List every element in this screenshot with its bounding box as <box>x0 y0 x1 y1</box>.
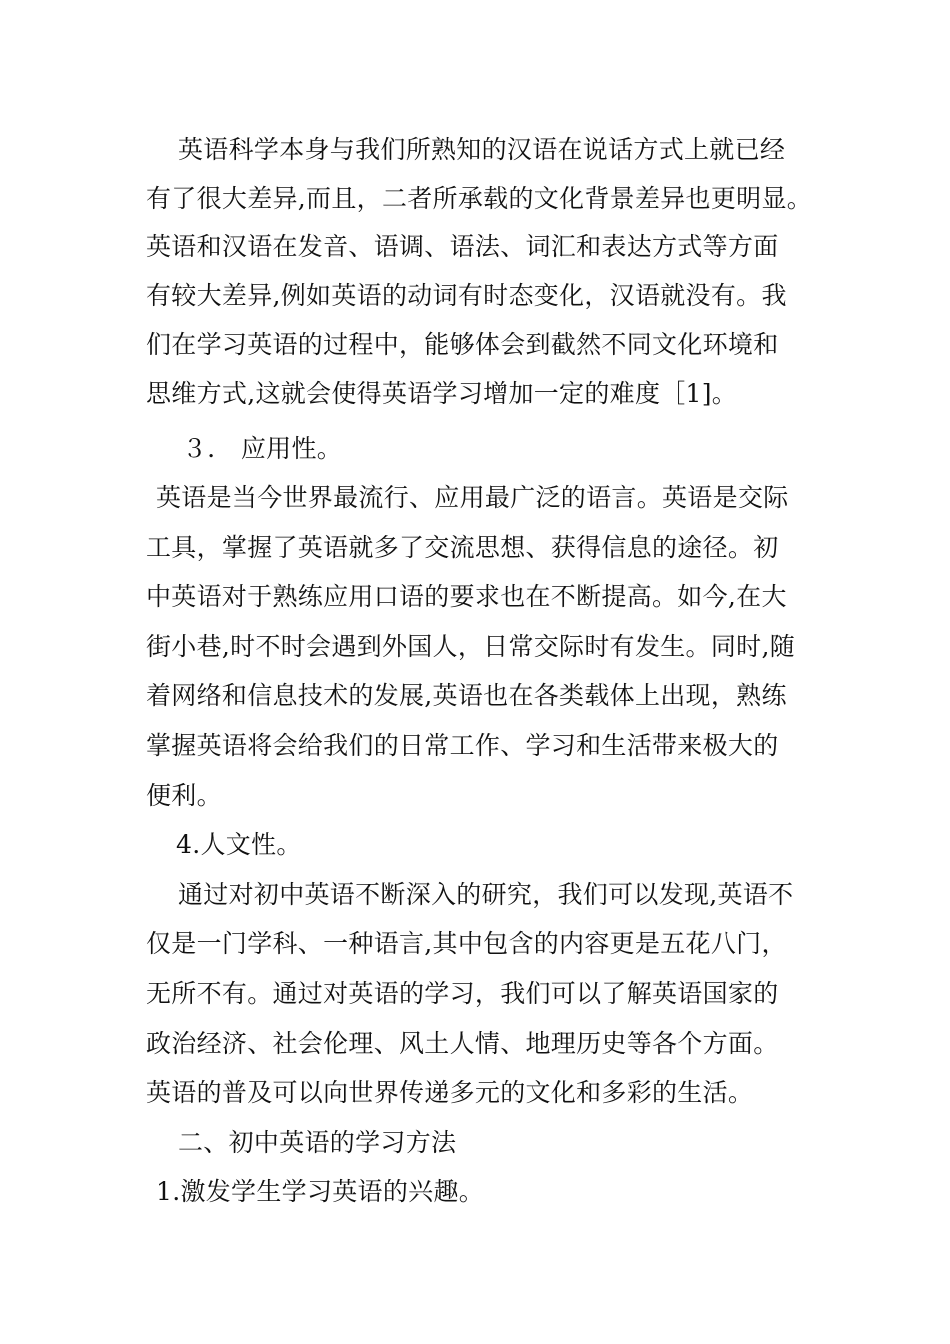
paragraph-line: 政治经济、社会伦理、风土人情、地理历史等各个方面。 <box>146 1029 779 1058</box>
paragraph-line: 便利。 <box>146 781 222 810</box>
paragraph-line: 英语科学本身与我们所熟知的汉语在说话方式上就已经 <box>178 135 786 164</box>
paragraph-line: 街小巷,时不时会遇到外国人，日常交际时有发生。同时,随 <box>146 632 795 661</box>
section-heading: ３． 应用性。 <box>182 434 343 463</box>
section-heading: 二、初中英语的学习方法 <box>178 1128 457 1157</box>
section-heading: 4.人文性。 <box>176 830 302 859</box>
paragraph-line: 有了很大差异,而且，二者所承载的文化背景差异也更明显。 <box>146 184 813 213</box>
paragraph-line: 着网络和信息技术的发展,英语也在各类载体上出现，熟练 <box>146 681 787 710</box>
paragraph-line: 英语是当今世界最流行、应用最广泛的语言。英语是交际 <box>156 483 789 512</box>
paragraph-line: 英语的普及可以向世界传递多元的文化和多彩的生活。 <box>146 1078 754 1107</box>
paragraph-line: 仅是一门学科、一种语言,其中包含的内容更是五花八门， <box>146 929 787 958</box>
paragraph-line: 中英语对于熟练应用口语的要求也在不断提高。如今,在大 <box>146 582 787 611</box>
paragraph-line: 们在学习英语的过程中，能够体会到截然不同文化环境和 <box>146 330 779 359</box>
paragraph-line: 无所不有。通过对英语的学习，我们可以了解英语国家的 <box>146 979 779 1008</box>
subsection-heading: 1.激发学生学习英语的兴趣。 <box>156 1177 485 1206</box>
paragraph-line: 工具，掌握了英语就多了交流思想、获得信息的途径。初 <box>146 533 779 562</box>
paragraph-line: 英语和汉语在发音、语调、语法、词汇和表达方式等方面 <box>146 232 779 261</box>
paragraph-line: 通过对初中英语不断深入的研究，我们可以发现,英语不 <box>178 880 794 909</box>
paragraph-line: 掌握英语将会给我们的日常工作、学习和生活带来极大的 <box>146 731 779 760</box>
paragraph-line: 思维方式,这就会使得英语学习增加一定的难度［1]。 <box>146 379 738 408</box>
paragraph-line: 有较大差异,例如英语的动词有时态变化，汉语就没有。我 <box>146 281 787 310</box>
